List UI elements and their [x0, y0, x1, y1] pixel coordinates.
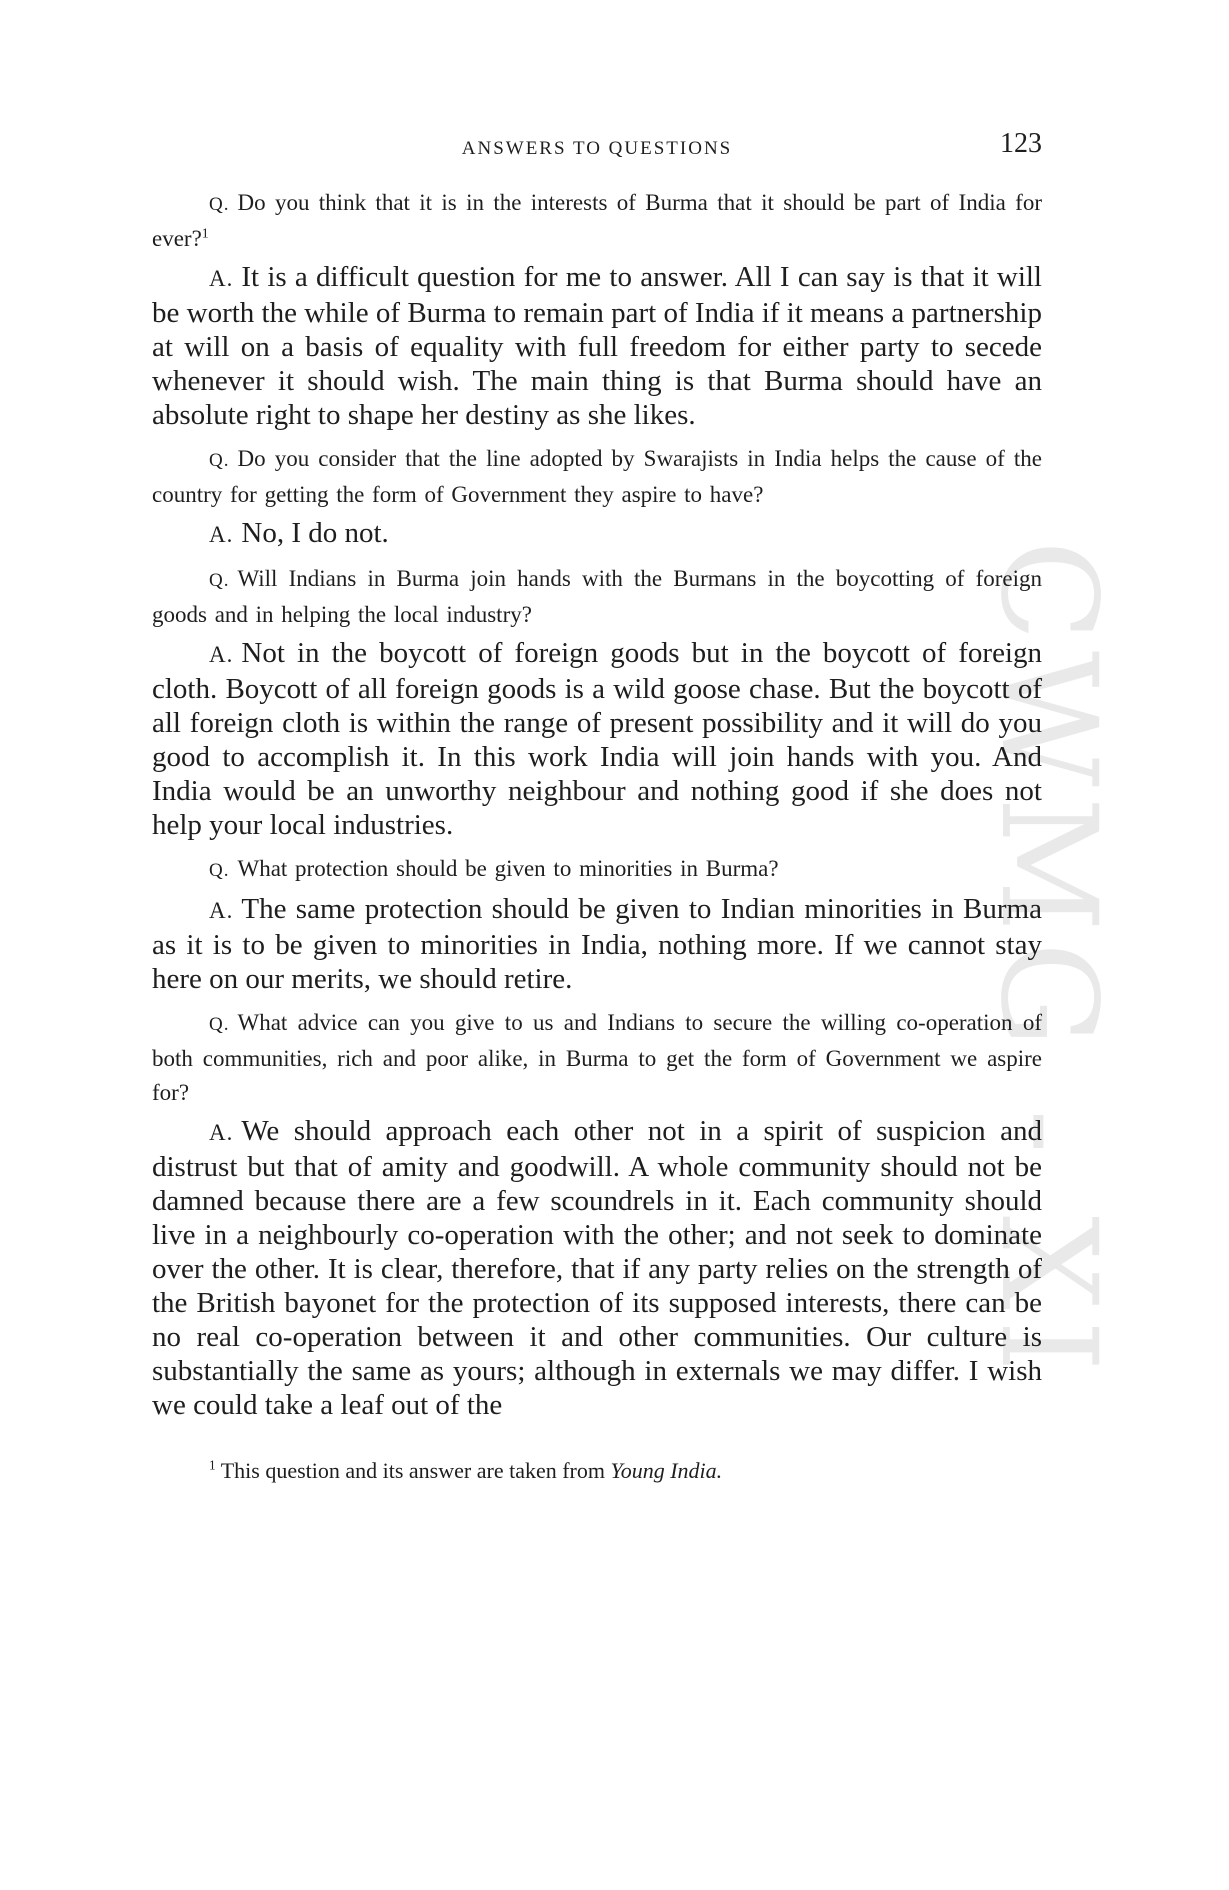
question-2	[152, 442, 1042, 512]
question-3	[152, 562, 1042, 632]
answer-marker: A.	[209, 1120, 234, 1145]
watermark-text: CWMG - XI	[971, 540, 1125, 1382]
question-marker: Q.	[209, 860, 230, 881]
question-marker: Q.	[209, 194, 230, 215]
answer-2	[152, 516, 1042, 552]
footnote-ref: 1	[201, 225, 209, 241]
answer-marker: A.	[209, 522, 234, 547]
answer-3	[152, 636, 1042, 842]
answer-4	[152, 892, 1042, 996]
running-head	[152, 128, 1042, 168]
answer-1	[152, 260, 1042, 432]
question-marker: Q.	[209, 1014, 230, 1035]
answer-marker: A.	[209, 266, 234, 291]
question-text: Will Indians in Burma join hands with the Burmans in the boycotting of foreign goods and in helping the local industry?	[152, 566, 1042, 627]
answer-text: We should approach each other not in a spirit of suspicion and distrust but that of amity and goodwill. A whole community should not be damned because there are a few scoundrels in it. Each community should live in a neighbourly co-operation with the other; and not seek to dominate over the other. It is clear, therefore, that if any party relies on the strength of the British bayonet for the protection of its supposed interests, there can be no real co-operation between it and other communities. Our culture is substantially the same as yours; although in externals we may differ. I wish we could take a leaf out of the	[152, 1115, 1042, 1421]
question-text: Do you consider that the line adopted by Swarajists in India helps the cause of the country for getting the form of Government they aspire to have?	[152, 446, 1042, 507]
footnote-source: Young India.	[610, 1458, 723, 1483]
answer-text: No, I do not.	[241, 517, 389, 549]
question-5	[152, 1006, 1042, 1110]
footnote-number: 1	[209, 1457, 216, 1473]
answer-text: Not in the boycott of foreign goods but in the boycott of foreign cloth. Boycott of all foreign goods is a wild goose chase. But the boycott of all foreign cloth is within the range of present possibility and it will do you good to accomplish it. In this work India will join hands with you. And India would be an unworthy neighbour and nothing good if she does not help your local industries.	[152, 637, 1042, 841]
running-title: ANSWERS TO QUESTIONS	[461, 138, 733, 159]
answer-marker: A.	[209, 898, 234, 923]
page-content	[152, 128, 1042, 1486]
question-text: What advice can you give to us and Indians to secure the willing co-operation of both communities, rich and poor alike, in Burma to get the form of Government we aspire for?	[152, 1010, 1042, 1105]
page-number: 123	[1000, 128, 1042, 159]
answer-marker: A.	[209, 642, 234, 667]
answer-text: It is a difficult question for me to answer. All I can say is that it will be worth the while of Burma to remain part of India if it means a partnership at will on a basis of equality with full freedom for either party to secede whenever it should wish. The main thing is that Burma should have an absolute right to shape her destiny as she likes.	[152, 261, 1042, 431]
answer-5	[152, 1114, 1042, 1422]
question-text: Do you think that it is in the interests of Burma that it should be part of India for ever?	[152, 190, 1042, 251]
footnote-text: This question and its answer are taken from	[220, 1458, 605, 1483]
question-4	[152, 852, 1042, 888]
question-marker: Q.	[209, 450, 230, 471]
question-1	[152, 186, 1042, 256]
question-text: What protection should be given to minorities in Burma?	[237, 856, 779, 881]
footnote	[152, 1456, 1042, 1486]
answer-text: The same protection should be given to Indian minorities in Burma as it is to be given to minorities in India, nothing more. If we cannot stay here on our merits, we should retire.	[152, 893, 1042, 995]
question-marker: Q.	[209, 570, 230, 591]
